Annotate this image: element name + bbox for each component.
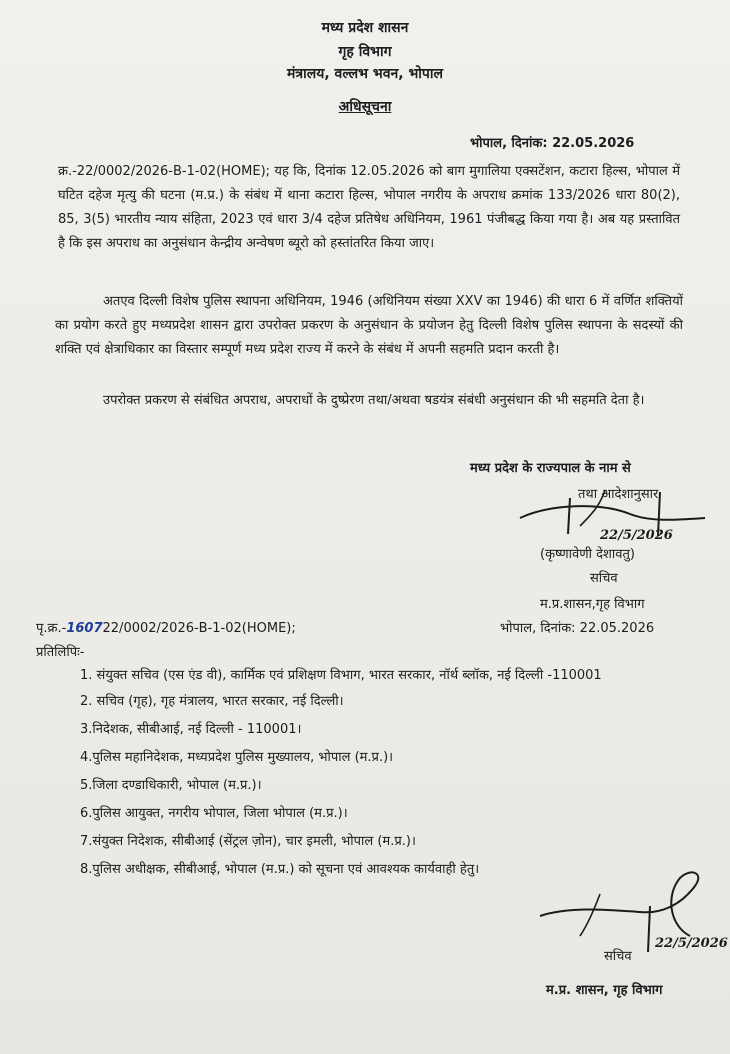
header-address: मंत्रालय, वल्लभ भवन, भोपाल xyxy=(287,66,443,82)
list-item: 7.संयुक्त निदेशक, सीबीआई (सेंट्रल ज़ोन), चार इमली, भोपाल (म.प्र.)। xyxy=(80,834,416,849)
handwritten-date-1: 22/5/2026 xyxy=(600,528,673,543)
notification-date: भोपाल, दिनांक: 22.05.2026 xyxy=(470,136,635,151)
list-item: 5.जिला दण्डाधिकारी, भोपाल (म.प्र.)। xyxy=(80,778,262,793)
governor-order-line: मध्य प्रदेश के राज्यपाल के नाम से xyxy=(470,461,631,476)
ref-handwritten-number: 1607 xyxy=(66,621,103,636)
recipient-list xyxy=(80,664,690,886)
ref-rest: 22/0002/2026-B-1-02(HOME); xyxy=(102,621,296,636)
copy-reference xyxy=(36,618,296,636)
list-item: 1. संयुक्त सचिव (एस एंड वी), कार्मिक एवं प्रशिक्षण विभाग, भारत सरकार, नॉर्थ ब्लॉक, नई दिल्ली -110001 xyxy=(80,668,602,683)
list-item: 6.पुलिस आयुक्त, नगरीय भोपाल, जिला भोपाल (म.प्र.)। xyxy=(80,806,348,821)
copy-date: भोपाल, दिनांक: 22.05.2026 xyxy=(500,621,655,636)
paragraph-1: क्र.-22/0002/2026-B-1-02(HOME); यह कि, दिनांक 12.05.2026 को बाग मुगालिया एक्सटेंशन, कटारा हिल्स, भोपाल में घटित दहेज मृत्यु की घटना (म.प्र.) के संबंध में थाना कटारा हिल्स, भोपाल नगरीय के अपराध क्रमांक 133/2026 धारा 80(2), 85, 3(5) भारतीय न्याय संहिता, 2023 एवं धारा 3/4 दहेज प्रतिषेध अधिनियम, 1961 पंजीबद्ध किया गया है। अब यह प्रस्तावित है कि इस अपराध का अनुसंधान केन्द्रीय अन्वेषण ब्यूरो को हस्तांतरित किया जाए। xyxy=(58,164,680,251)
copy-signer-designation: सचिव xyxy=(604,949,632,964)
signer-designation: सचिव xyxy=(590,571,618,586)
copy-to-label: प्रतिलिपिः- xyxy=(36,645,85,660)
header-department: गृह विभाग xyxy=(338,44,392,60)
order-line: तथा आदेशानुसार xyxy=(578,487,659,502)
header-government: मध्य प्रदेश शासन xyxy=(321,20,409,36)
list-item: 8.पुलिस अधीक्षक, सीबीआई, भोपाल (म.प्र.) को सूचना एवं आवश्यक कार्यवाही हेतु। xyxy=(80,862,480,877)
handwritten-date-2: 22/5/2026 xyxy=(655,936,728,951)
signer-department: म.प्र.शासन,गृह विभाग xyxy=(540,597,645,612)
ref-prefix: पृ.क्र.- xyxy=(36,621,67,636)
copy-signer-department: म.प्र. शासन, गृह विभाग xyxy=(546,983,663,998)
list-item: 4.पुलिस महानिदेशक, मध्यप्रदेश पुलिस मुख्यालय, भोपाल (म.प्र.)। xyxy=(80,750,394,765)
notification-title: अधिसूचना xyxy=(338,99,392,115)
list-item: 2. सचिव (गृह), गृह मंत्रालय, भारत सरकार, नई दिल्ली। xyxy=(80,694,344,709)
signer-name: (कृष्णावेणी देशावतु) xyxy=(540,547,635,562)
list-item: 3.निदेशक, सीबीआई, नई दिल्ली - 110001। xyxy=(80,722,302,737)
paragraph-2: अतएव दिल्ली विशेष पुलिस स्थापना अधिनियम, 1946 (अधिनियम संख्या XXV का 1946) की धारा 6 में वर्णित शक्तियों का प्रयोग करते हुए मध्यप्रदेश शासन द्वारा उपरोक्त प्रकरण के अनुसंधान के प्रयोजन हेतु दिल्ली विशेष पुलिस स्थापना के सदस्यों की शक्ति एवं क्षेत्राधिकार का विस्तार सम्पूर्ण मध्य प्रदेश राज्य में करने के संबंध में अपनी सहमति प्रदान करती है। xyxy=(55,294,683,357)
paragraph-3: उपरोक्त प्रकरण से संबंधित अपराध, अपराधों के दुष्प्रेरण तथा/अथवा षडयंत्र संबंधी अनुसंधान की भी सहमति देता है। xyxy=(103,393,645,408)
